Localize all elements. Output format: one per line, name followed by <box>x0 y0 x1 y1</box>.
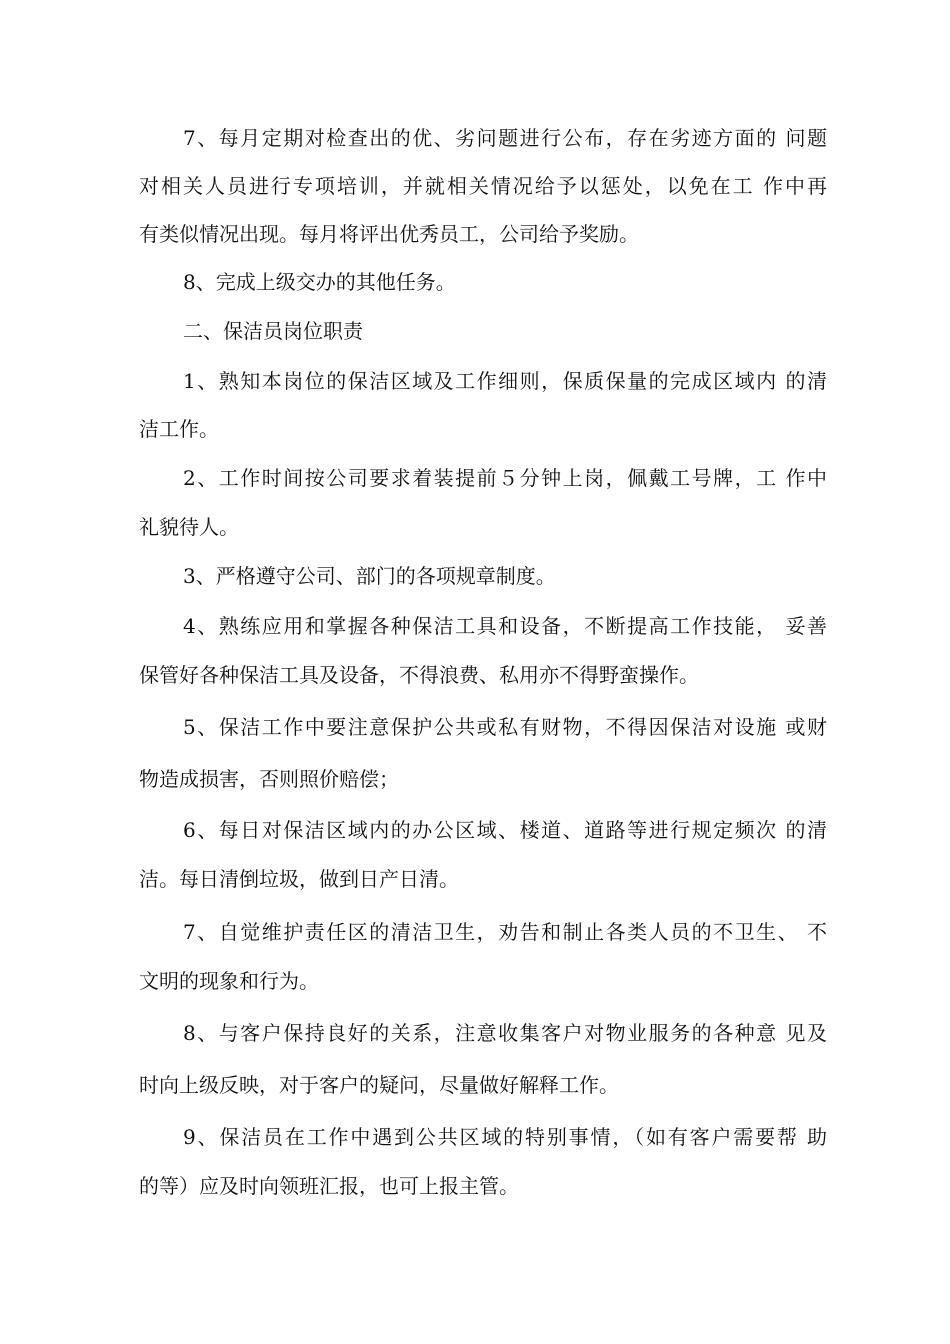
text-line-17: 7、自觉维护责任区的清洁卫生，劝告和制止各类人员的不卫生、 不 <box>183 920 827 944</box>
text-line-21: 9、保洁员在工作中遇到公共区域的特别事情，（如有客户需要帮 助 <box>183 1125 827 1149</box>
text-line-16: 洁。每日清倒垃圾，做到日产日清。 <box>139 867 459 891</box>
text-line-20: 时向上级反映，对于客户的疑问，尽量做好解释工作。 <box>139 1073 619 1097</box>
text-line-7: 洁工作。 <box>139 417 219 441</box>
text-line-18: 文明的现象和行为。 <box>139 969 319 993</box>
text-line-12: 保管好各种保洁工具及设备，不得浪费、私用亦不得野蛮操作。 <box>139 663 699 687</box>
text-line-6: 1、熟知本岗位的保洁区域及工作细则，保质保量的完成区域内 的清 <box>183 369 827 393</box>
text-line-10: 3、严格遵守公司、部门的各项规章制度。 <box>183 564 556 588</box>
text-line-11: 4、熟练应用和掌握各种保洁工具和设备，不断提高工作技能， 妥善 <box>183 614 827 638</box>
text-line-2: 对相关人员进行专项培训，并就相关情况给予以惩处，以免在工 作中再 <box>139 174 827 198</box>
section-heading: 二、保洁员岗位职责 <box>183 319 363 343</box>
text-line-1: 7、每月定期对检查出的优、劣问题进行公布，存在劣迹方面的 问题 <box>183 126 827 150</box>
text-line-3: 有类似情况出现。每月将评出优秀员工，公司给予奖励。 <box>139 222 639 246</box>
text-line-9: 礼貌待人。 <box>139 515 239 539</box>
text-line-15: 6、每日对保洁区域内的办公区域、楼道、道路等进行规定频次 的清 <box>183 818 827 842</box>
text-line-22: 的等）应及时向领班汇报，也可上报主管。 <box>139 1174 519 1198</box>
text-line-8: 2、工作时间按公司要求着装提前５分钟上岗，佩戴工号牌，工 作中 <box>183 466 827 490</box>
text-line-13: 5、保洁工作中要注意保护公共或私有财物，不得因保洁对设施 或财 <box>183 715 827 739</box>
text-line-4: 8、完成上级交办的其他任务。 <box>183 270 456 294</box>
text-line-19: 8、与客户保持良好的关系，注意收集客户对物业服务的各种意 见及 <box>183 1021 827 1045</box>
text-line-14: 物造成损害，否则照价赔偿； <box>139 767 399 791</box>
